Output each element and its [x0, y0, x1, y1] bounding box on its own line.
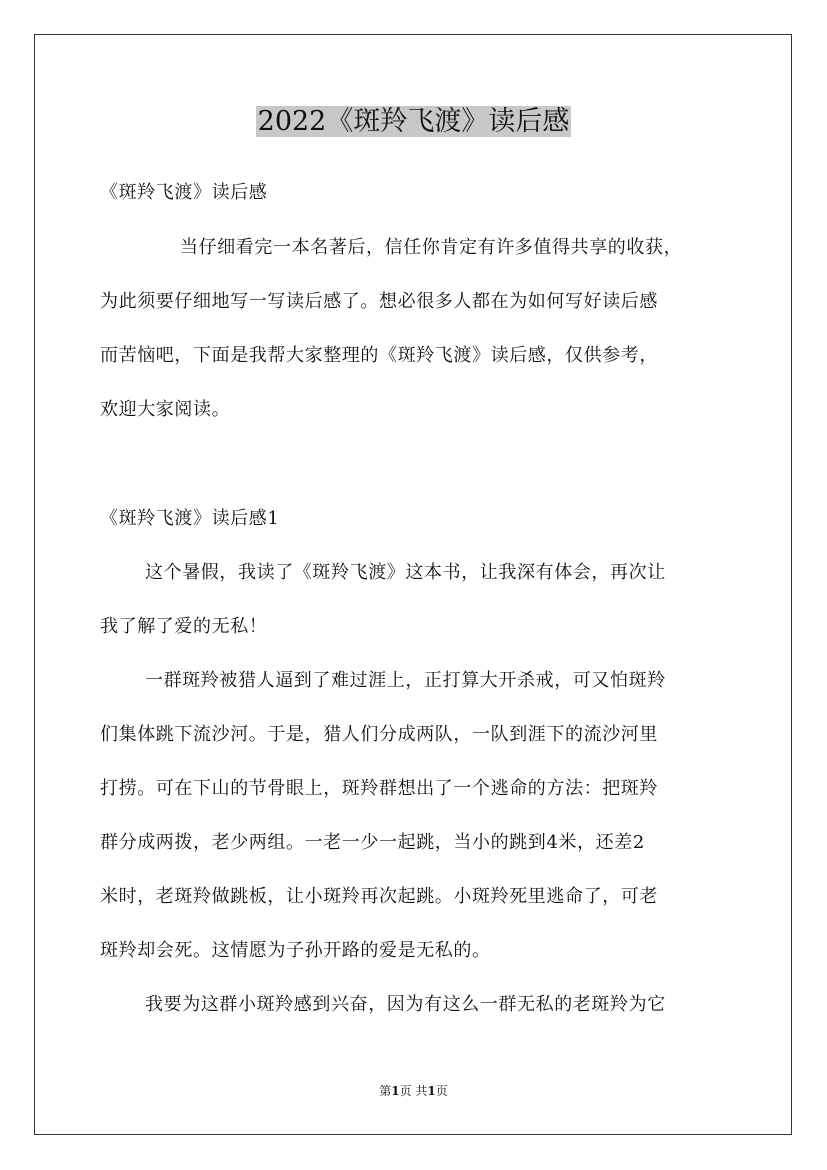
document-subtitle: 《斑羚飞渡》读后感: [100, 182, 268, 203]
section1-line-6: 群分成两拨，老少两组。一老一少一起跳，当小的跳到4米，还差2: [100, 832, 645, 853]
footer-page-mid: 页 共: [399, 1084, 428, 1098]
section1-line-7: 米时，老斑羚做跳板，让小斑羚再次起跳。小斑羚死里逃命了，可老: [100, 886, 658, 907]
document-title-text: 2022《斑羚飞渡》读后感: [257, 106, 570, 137]
section1-line-2: 我了解了爱的无私！: [100, 616, 268, 637]
section1-line-1: 这个暑假，我读了《斑羚飞渡》这本书，让我深有体会，再次让: [145, 562, 666, 583]
intro-line-4: 欢迎大家阅读。: [100, 399, 231, 420]
page-footer: [0, 1083, 827, 1099]
section1-line-5: 打捞。可在下山的节骨眼上，斑羚群想出了一个逃命的方法：把斑羚: [100, 778, 658, 799]
section1-line-9: 我要为这群小斑羚感到兴奋，因为有这么一群无私的老斑羚为它: [145, 994, 666, 1015]
footer-page-current: 1: [391, 1084, 400, 1098]
intro-line-2: 为此须要仔细地写一写读后感了。想必很多人都在为如何写好读后感: [100, 291, 658, 312]
section1-line-8: 斑羚却会死。这情愿为子孙开路的爱是无私的。: [100, 940, 491, 961]
document-title: [0, 104, 827, 140]
footer-page-prefix: 第: [379, 1084, 392, 1098]
section1-heading: 《斑羚飞渡》读后感1: [100, 508, 280, 529]
section1-line-4: 们集体跳下流沙河。于是，猎人们分成两队，一队到涯下的流沙河里: [100, 724, 658, 745]
section1-line-3: 一群斑羚被猎人逼到了难过涯上，正打算大开杀戒，可又怕斑羚: [145, 670, 666, 691]
intro-line-3: 而苦恼吧，下面是我帮大家整理的《斑羚飞渡》读后感，仅供参考，: [100, 345, 658, 366]
footer-page-total: 1: [427, 1084, 436, 1098]
footer-page-suffix: 页: [435, 1084, 448, 1098]
intro-line-1: 当仔细看完一本名著后，信任你肯定有许多值得共享的收获，: [180, 237, 683, 258]
